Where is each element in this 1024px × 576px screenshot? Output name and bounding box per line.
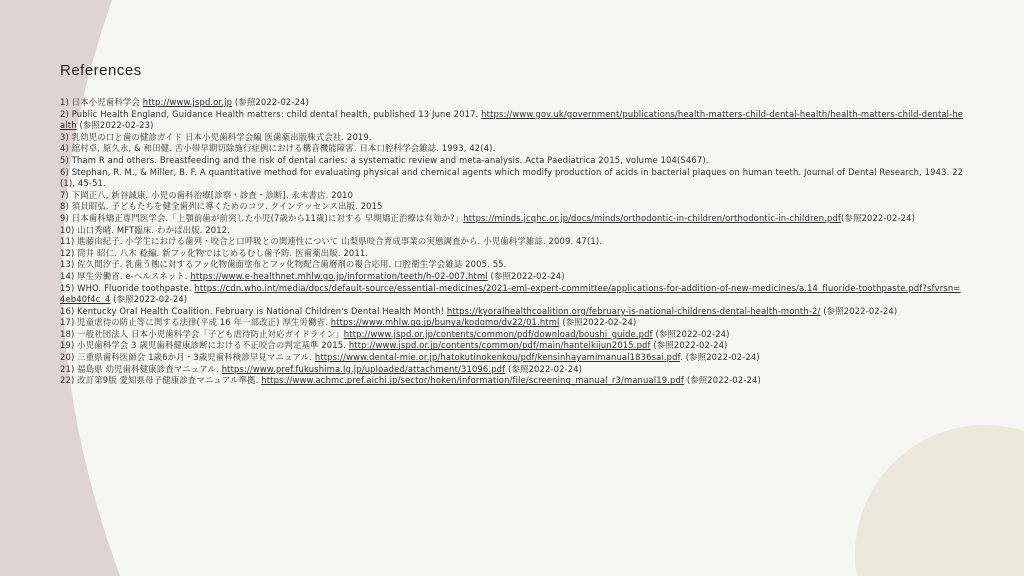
reference-item: [60, 340, 965, 352]
reference-text: 5) Tham R and others. Breastfeeding and the risk of dental caries: a systematic review and meta-analysis. Acta Paediatrica 2015, volume 104(S467).: [60, 154, 709, 165]
reference-item: [60, 248, 965, 260]
reference-text: 16) Kentucky Oral Health Coalition. February is National Children's Dental Health Month!: [60, 305, 447, 316]
reference-text: 19) 小児歯科学会 3 歳児歯科健康診断における不正咬合の判定基準 2015.: [60, 340, 349, 351]
reference-link[interactable]: http://www.jspd.or.jp/contents/common/pdf/main/hanteikijun2015.pdf: [348, 340, 651, 351]
reference-access-date: . (参照2022-02-24): [680, 352, 760, 363]
reference-item: [60, 317, 965, 329]
reference-access-date: (参照2022-02-24): [505, 363, 583, 374]
reference-text: 20) 三重県歯科医師会 1歳6か月・3歳児歯科検診早見マニュアル.: [60, 352, 315, 363]
reference-text: 17) 児童虐待の防止等に関する法律(平成 16 年一部改正) 厚生労働省.: [60, 317, 331, 328]
reference-item: [60, 306, 965, 318]
reference-text: 1) 日本小児歯科学会: [60, 97, 143, 107]
reference-link[interactable]: https://www.achmc.pref.aichi.jp/sector/hoken/information/file/screening_manual_r3/manual19.pdf: [261, 375, 685, 386]
reference-link[interactable]: https://kyoralhealthcoalition.org/february-is-national-childrens-dental-health-month-2/: [446, 305, 821, 316]
reference-text: 14) 厚生労働省. e-ヘルスネット.: [60, 270, 191, 281]
reference-access-date: (参照2022-02-24): [232, 97, 309, 107]
right-decorative-circle: [855, 425, 1024, 576]
reference-link[interactable]: https://www.e-healthnet.mhlw.go.jp/information/teeth/h-02-007.html: [190, 270, 488, 281]
reference-list: [60, 97, 965, 387]
reference-item: [60, 271, 965, 283]
reference-text: 18) 一般社団法人 日本小児歯科学会「子ども虐待防止対応ガイドライン」: [60, 328, 344, 339]
reference-item: [60, 201, 965, 213]
reference-text: 11) 進藤由紀子. 小学生における歯列・咬合と口呼吸との関連性について 山梨県咬合育成事業の実態調査から. 小児歯科学雑誌. 2009. 47(1).: [60, 236, 603, 247]
reference-text: 4) 舘村卓, 原久永, & 和田健. 舌小帯早期切除施行症例における構音機能障害. 日本口腔科学会雑誌. 1993, 42(4).: [60, 143, 496, 154]
reference-link[interactable]: https://www.dental-mie.or.jp/hatokutinokenkou/pdf/kensinhayamimanual1836sai.pdf: [314, 352, 681, 363]
reference-text: 22) 改訂第9版 愛知県母子健康診査マニュアル準拠.: [60, 375, 262, 386]
reference-text: 7) 下岡正八, 新谷誠康. 小児の歯科治療[診察・診査・診断]. 永末書店. 2010: [60, 189, 354, 200]
references-slide: [60, 62, 965, 387]
reference-text: 9) 日本歯科矯正専門医学会.「上顎前歯が前突した小児(7歳から11歳)に対する 早期矯正治療は有効か?」: [60, 212, 464, 223]
reference-access-date: (参照2022-02-23): [76, 120, 154, 131]
reference-text: 2) Public Health England, Guidance Health matters: child dental health, published 13 June 2017.: [60, 108, 482, 119]
reference-item: [60, 364, 965, 376]
reference-item: [60, 132, 965, 144]
reference-link[interactable]: https://www.pref.fukushima.lg.jp/uploaded/attachment/31096.pdf: [221, 363, 506, 374]
reference-item: [60, 167, 965, 190]
reference-access-date: (参照2022-02-24): [820, 305, 898, 316]
reference-access-date: (参照2022-02-24): [487, 270, 565, 281]
reference-access-date: (参照2022-02-24): [652, 328, 730, 339]
reference-item: [60, 190, 965, 202]
reference-item: [60, 375, 965, 387]
reference-item: [60, 283, 965, 306]
reference-link[interactable]: https://www.gov.uk/government/publications/health-matters-child-dental-health/health-matters-child-dental-health: [60, 108, 964, 131]
reference-text: 3) 乳幼児の口と歯の健診ガイド 日本小児歯科学会編 医歯薬出版株式会社. 2019.: [60, 131, 372, 142]
reference-text: 12) 筒井 昭仁. 八木 稔編. 新フッ化物ではじめるむし歯予防. 医歯薬出版. 2011.: [60, 247, 369, 258]
page-title: References: [60, 62, 142, 79]
reference-item: [60, 213, 965, 225]
reference-item: [60, 109, 965, 132]
reference-link[interactable]: https://cdn.who.int/media/docs/default-source/essential-medicines/2021-eml-expert-committee/applications-for-addition-of-new-medicines/a.14_fluoride-toothpaste.pdf?sfvrsn=4eb40f4c_4: [60, 282, 961, 305]
reference-item: [60, 259, 965, 271]
reference-item: [60, 155, 965, 167]
reference-item: [60, 97, 965, 109]
reference-access-date: (参照2022-02-24): [684, 375, 761, 386]
reference-text: 15) WHO. Fluoride toothpaste.: [60, 282, 195, 293]
reference-link[interactable]: https://minds.jcqhc.or.jp/docs/minds/orthodontic-in-children/orthodontic-in-children.pdf: [463, 212, 841, 223]
reference-link[interactable]: http://www.jspd.or.jp/contents/common/pdf/download/boushi_guide.pdf: [343, 328, 653, 339]
reference-text: 21) 福島県 幼児歯科健康診査マニュアル.: [60, 363, 222, 374]
reference-item: [60, 236, 965, 248]
reference-access-date: (参照2022-02-24): [650, 340, 728, 351]
reference-link[interactable]: http://www.jspd.or.jp: [142, 97, 233, 107]
reference-item: [60, 352, 965, 364]
reference-access-date: (参照2022-02-24): [559, 317, 637, 328]
reference-access-date: (参照2022-02-24): [841, 212, 916, 223]
reference-link[interactable]: https://www.mhlw.go.jp/bunya/kodomo/dv22/01.html: [330, 317, 560, 328]
reference-text: 13) 佐久間汐子. 乳歯う蝕に対するフッ化物歯面塗布とフッ化物配合歯磨剤の複合応用. 口腔衛生学会雑誌 2005. 55.: [60, 259, 507, 270]
reference-item: [60, 143, 965, 155]
reference-text: 8) 須貝昭弘. 子どもたちを健全歯列に導くためのコツ. クインテッセンス出版. 2015: [60, 201, 383, 212]
reference-item: [60, 225, 965, 237]
reference-access-date: (参照2022-02-24): [110, 294, 188, 305]
reference-text: 10) 山口秀晴. MFT臨床. わかば出版. 2012.: [60, 224, 231, 235]
reference-text: 6) Stephan, R. M., & Miller, B. F. A quantitative method for evaluating physical and chemical agents which modify production of acids in bacterial plaques on human teeth. Journal of Dental Research, 1943. 22(1), 45-51.: [60, 166, 964, 189]
reference-item: [60, 329, 965, 341]
